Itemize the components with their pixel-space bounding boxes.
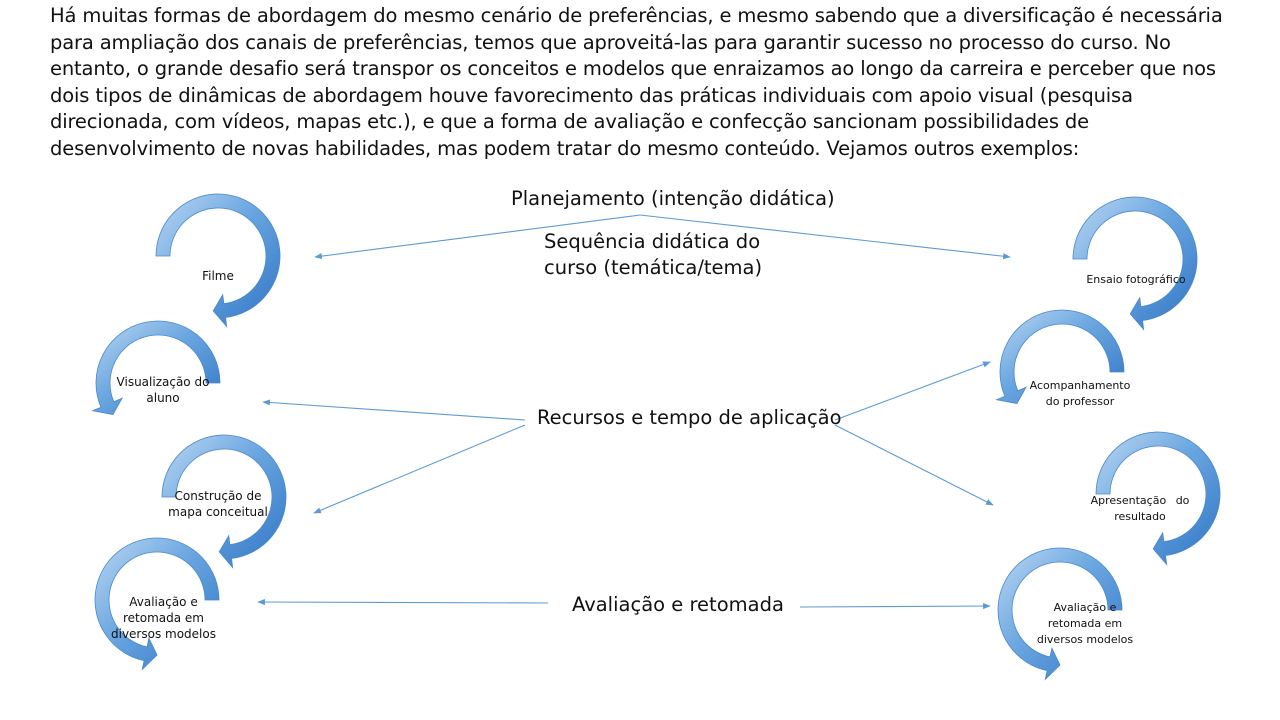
left-node-avaliacao: Avaliação e retomada em diversos modelos <box>111 595 216 641</box>
connector-recursos-construcao <box>314 425 525 513</box>
connector-avaliacao-left <box>258 602 548 603</box>
left-arc-filme <box>156 194 280 326</box>
label-recursos-tempo: Recursos e tempo de aplicação <box>537 406 842 429</box>
connector-avaliacao-right <box>800 606 990 607</box>
left-node-filme: Filme <box>202 269 234 283</box>
connector-recursos-visualizacao <box>263 402 525 420</box>
right-node-apresentacao: Apresentação do resultado <box>1090 494 1190 523</box>
label-sequencia-didatica: Sequência didática do curso (temática/tema) <box>544 230 763 279</box>
label-avaliacao-retomada: Avaliação e retomada <box>572 593 784 616</box>
right-node-avaliacao: Avaliação e retomada em diversos modelos <box>1036 601 1134 646</box>
right-arc-ensaio <box>1073 197 1197 329</box>
left-node-visualizacao: Visualização do aluno <box>116 375 210 405</box>
intro-paragraph: Há muitas formas de abordagem do mesmo cenário de preferências, e mesmo sabendo que a diversificação é necessária para ampliação dos canais de preferências, temos que aproveitá-las para garantir sucesso no processo do curso. No entanto, o grande desafio será transpor os conceitos e modelos que enraizamos ao longo da carreira e perceber que nos dois tipos de dinâmicas de abordagem houve favorecimento das práticas individuais com apoio visual (pesquisa direcionada, com vídeos, mapas etc.), e que a forma de avaliação e confecção sancionam possibilidades de desenvolvimento de novas habilidades, mas podem tratar do mesmo conteúdo. Vejamos outros exemplos: <box>50 4 1223 160</box>
left-node-construcao: Construção de mapa conceitual <box>168 489 268 519</box>
right-node-ensaio: Ensaio fotográfico <box>1086 273 1186 286</box>
connector-recursos-acompanhamento <box>835 362 990 420</box>
right-node-acompanhamento: Acompanhamento do professor <box>1029 379 1131 408</box>
connector-recursos-apresentacao <box>835 425 993 505</box>
label-planejamento: Planejamento (intenção didática) <box>511 187 835 210</box>
